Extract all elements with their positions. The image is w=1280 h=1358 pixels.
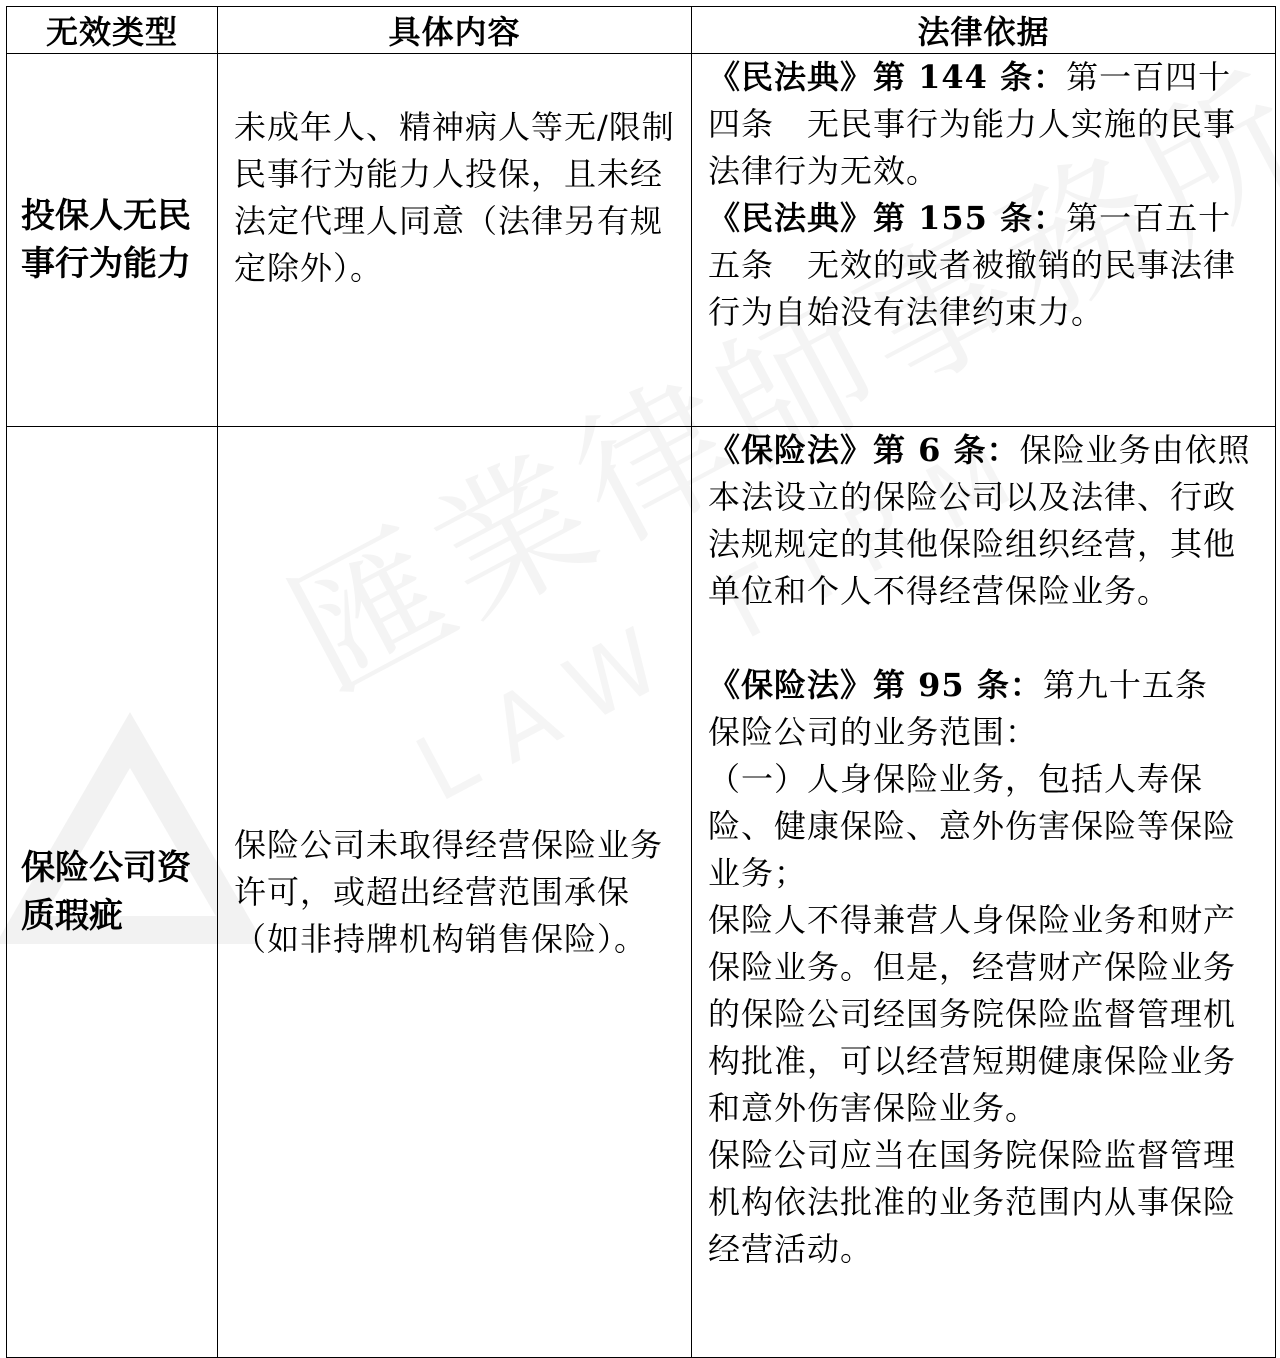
law-paragraph bbox=[708, 662, 1261, 756]
law-reference: 《民法典》第 144 条： bbox=[708, 58, 1067, 96]
law-text: 第九十五条 保险公司的业务范围： bbox=[708, 666, 1241, 751]
header-content: 具体内容 bbox=[218, 7, 692, 54]
law-paragraph bbox=[708, 427, 1261, 615]
type-cell: 投保人无民事行为能力 bbox=[7, 54, 218, 427]
law-reference: 《民法典》第 155 条： bbox=[708, 199, 1067, 237]
law-line: （一）人身保险业务，包括人寿保险、健康保险、意外伤害保险等保险业务； bbox=[708, 760, 1237, 892]
law-line: 保险人不得兼营人身保险业务和财产保险业务。但是，经营财产保险业务的保险公司经国务院保险监督管理机构批准，可以经营短期健康保险业务和意外伤害保险业务。 bbox=[708, 901, 1237, 1127]
law-line: 保险公司应当在国务院保险监督管理机构依法批准的业务范围内从事保险经营活动。 bbox=[708, 1136, 1237, 1268]
header-law: 法律依据 bbox=[692, 7, 1276, 54]
law-reference: 《保险法》第 6 条： bbox=[708, 431, 1020, 469]
header-type: 无效类型 bbox=[7, 7, 218, 54]
law-cell bbox=[692, 427, 1276, 1358]
content-cell: 未成年人、精神病人等无/限制民事行为能力人投保，且未经法定代理人同意（法律另有规定除外）。 bbox=[218, 54, 692, 427]
law-paragraph bbox=[708, 54, 1261, 195]
table-row bbox=[7, 54, 1276, 427]
paragraph-gap bbox=[708, 615, 1261, 662]
invalid-contract-table bbox=[6, 6, 1276, 1358]
law-paragraph bbox=[708, 195, 1261, 336]
law-reference: 《保险法》第 95 条： bbox=[708, 666, 1043, 704]
law-text: 保险业务由依照本法设立的保险公司以及法律、行政法规规定的其他保险组织经营，其他单位和个人不得经营保险业务。 bbox=[708, 431, 1251, 610]
content-cell: 保险公司未取得经营保险业务许可，或超出经营范围承保（如非持牌机构销售保险）。 bbox=[218, 427, 692, 1358]
law-cell bbox=[692, 54, 1276, 427]
table-row bbox=[7, 427, 1276, 1358]
law-text: 第一百五十五条 无效的或者被撤销的民事法律行为自始没有法律约束力。 bbox=[708, 199, 1237, 331]
type-cell: 保险公司资质瑕疵 bbox=[7, 427, 218, 1358]
table-header-row bbox=[7, 7, 1276, 54]
law-text: 第一百四十四条 无民事行为能力人实施的民事法律行为无效。 bbox=[708, 58, 1237, 190]
